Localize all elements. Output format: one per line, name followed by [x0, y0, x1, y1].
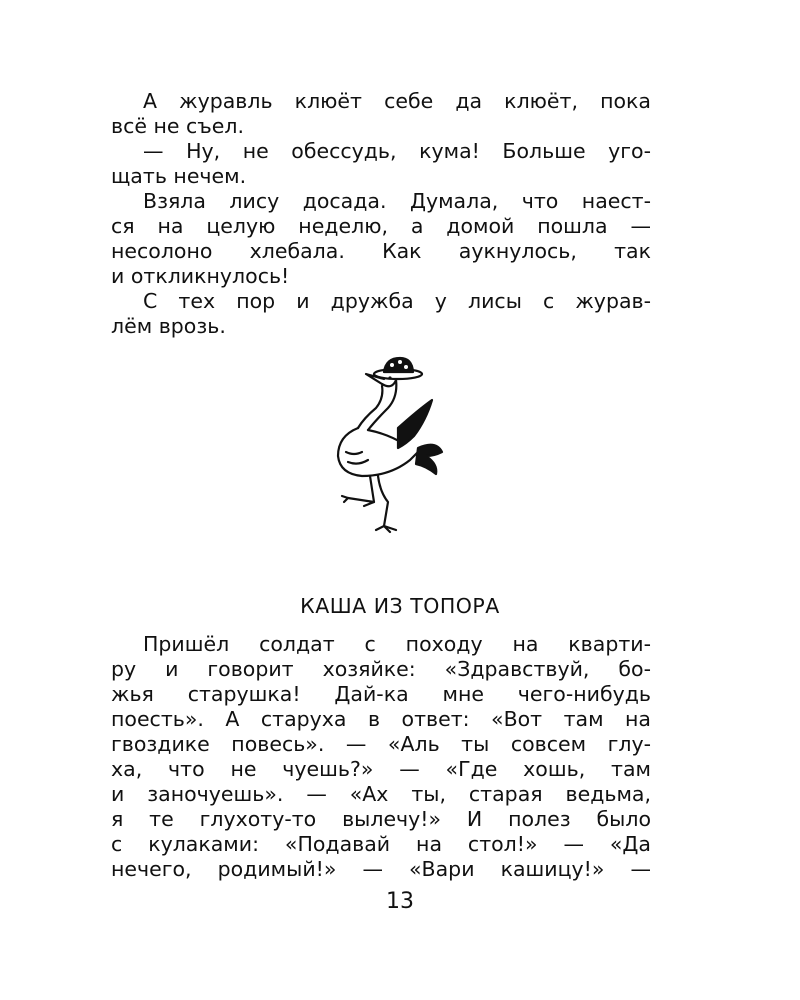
text-line: Взяла лису досада. Думала, что наест- — [143, 189, 651, 213]
text-line: я те глухоту-то вылечу!» И полез было — [111, 807, 651, 831]
text-line: жья старушка! Дай-ка мне чего-нибудь — [111, 682, 651, 706]
text-line: и откликнулось! — [111, 264, 290, 288]
text-line: всё не съел. — [111, 114, 244, 138]
text-line: А журавль клюёт себе да клюёт, пока — [143, 89, 651, 113]
text-line: ся на целую неделю, а домой пошла — — [111, 214, 651, 238]
page-number: 13 — [386, 889, 414, 914]
text-line: — Ну, не обессудь, кума! Больше уго- — [143, 139, 651, 163]
story-title: КАША ИЗ ТОПОРА — [300, 594, 500, 618]
crane-in-hat-icon — [318, 352, 444, 534]
text-line: Пришёл солдат с походу на кварти- — [143, 632, 651, 656]
text-line: ру и говорит хозяйке: «Здравствуй, бо- — [111, 657, 651, 681]
text-line: с кулаками: «Подавай на стол!» — «Да — [111, 832, 651, 856]
text-line: лём врозь. — [111, 314, 226, 338]
text-line: гвоздике повесь». — «Аль ты совсем глу- — [111, 732, 651, 756]
text-line: ха, что не чуешь?» — «Где хошь, там — [111, 757, 651, 781]
text-line: С тех пор и дружба у лисы с журав- — [143, 289, 651, 313]
text-line: поесть». А старуха в ответ: «Вот там на — [111, 707, 651, 731]
text-line: щать нечем. — [111, 164, 247, 188]
text-line: и заночуешь». — «Ах ты, старая ведьма, — [111, 782, 651, 806]
text-line: несолоно хлебала. Как аукнулось, так — [111, 239, 651, 263]
text-line: нечего, родимый!» — «Вари кашицу!» — — [111, 857, 651, 881]
